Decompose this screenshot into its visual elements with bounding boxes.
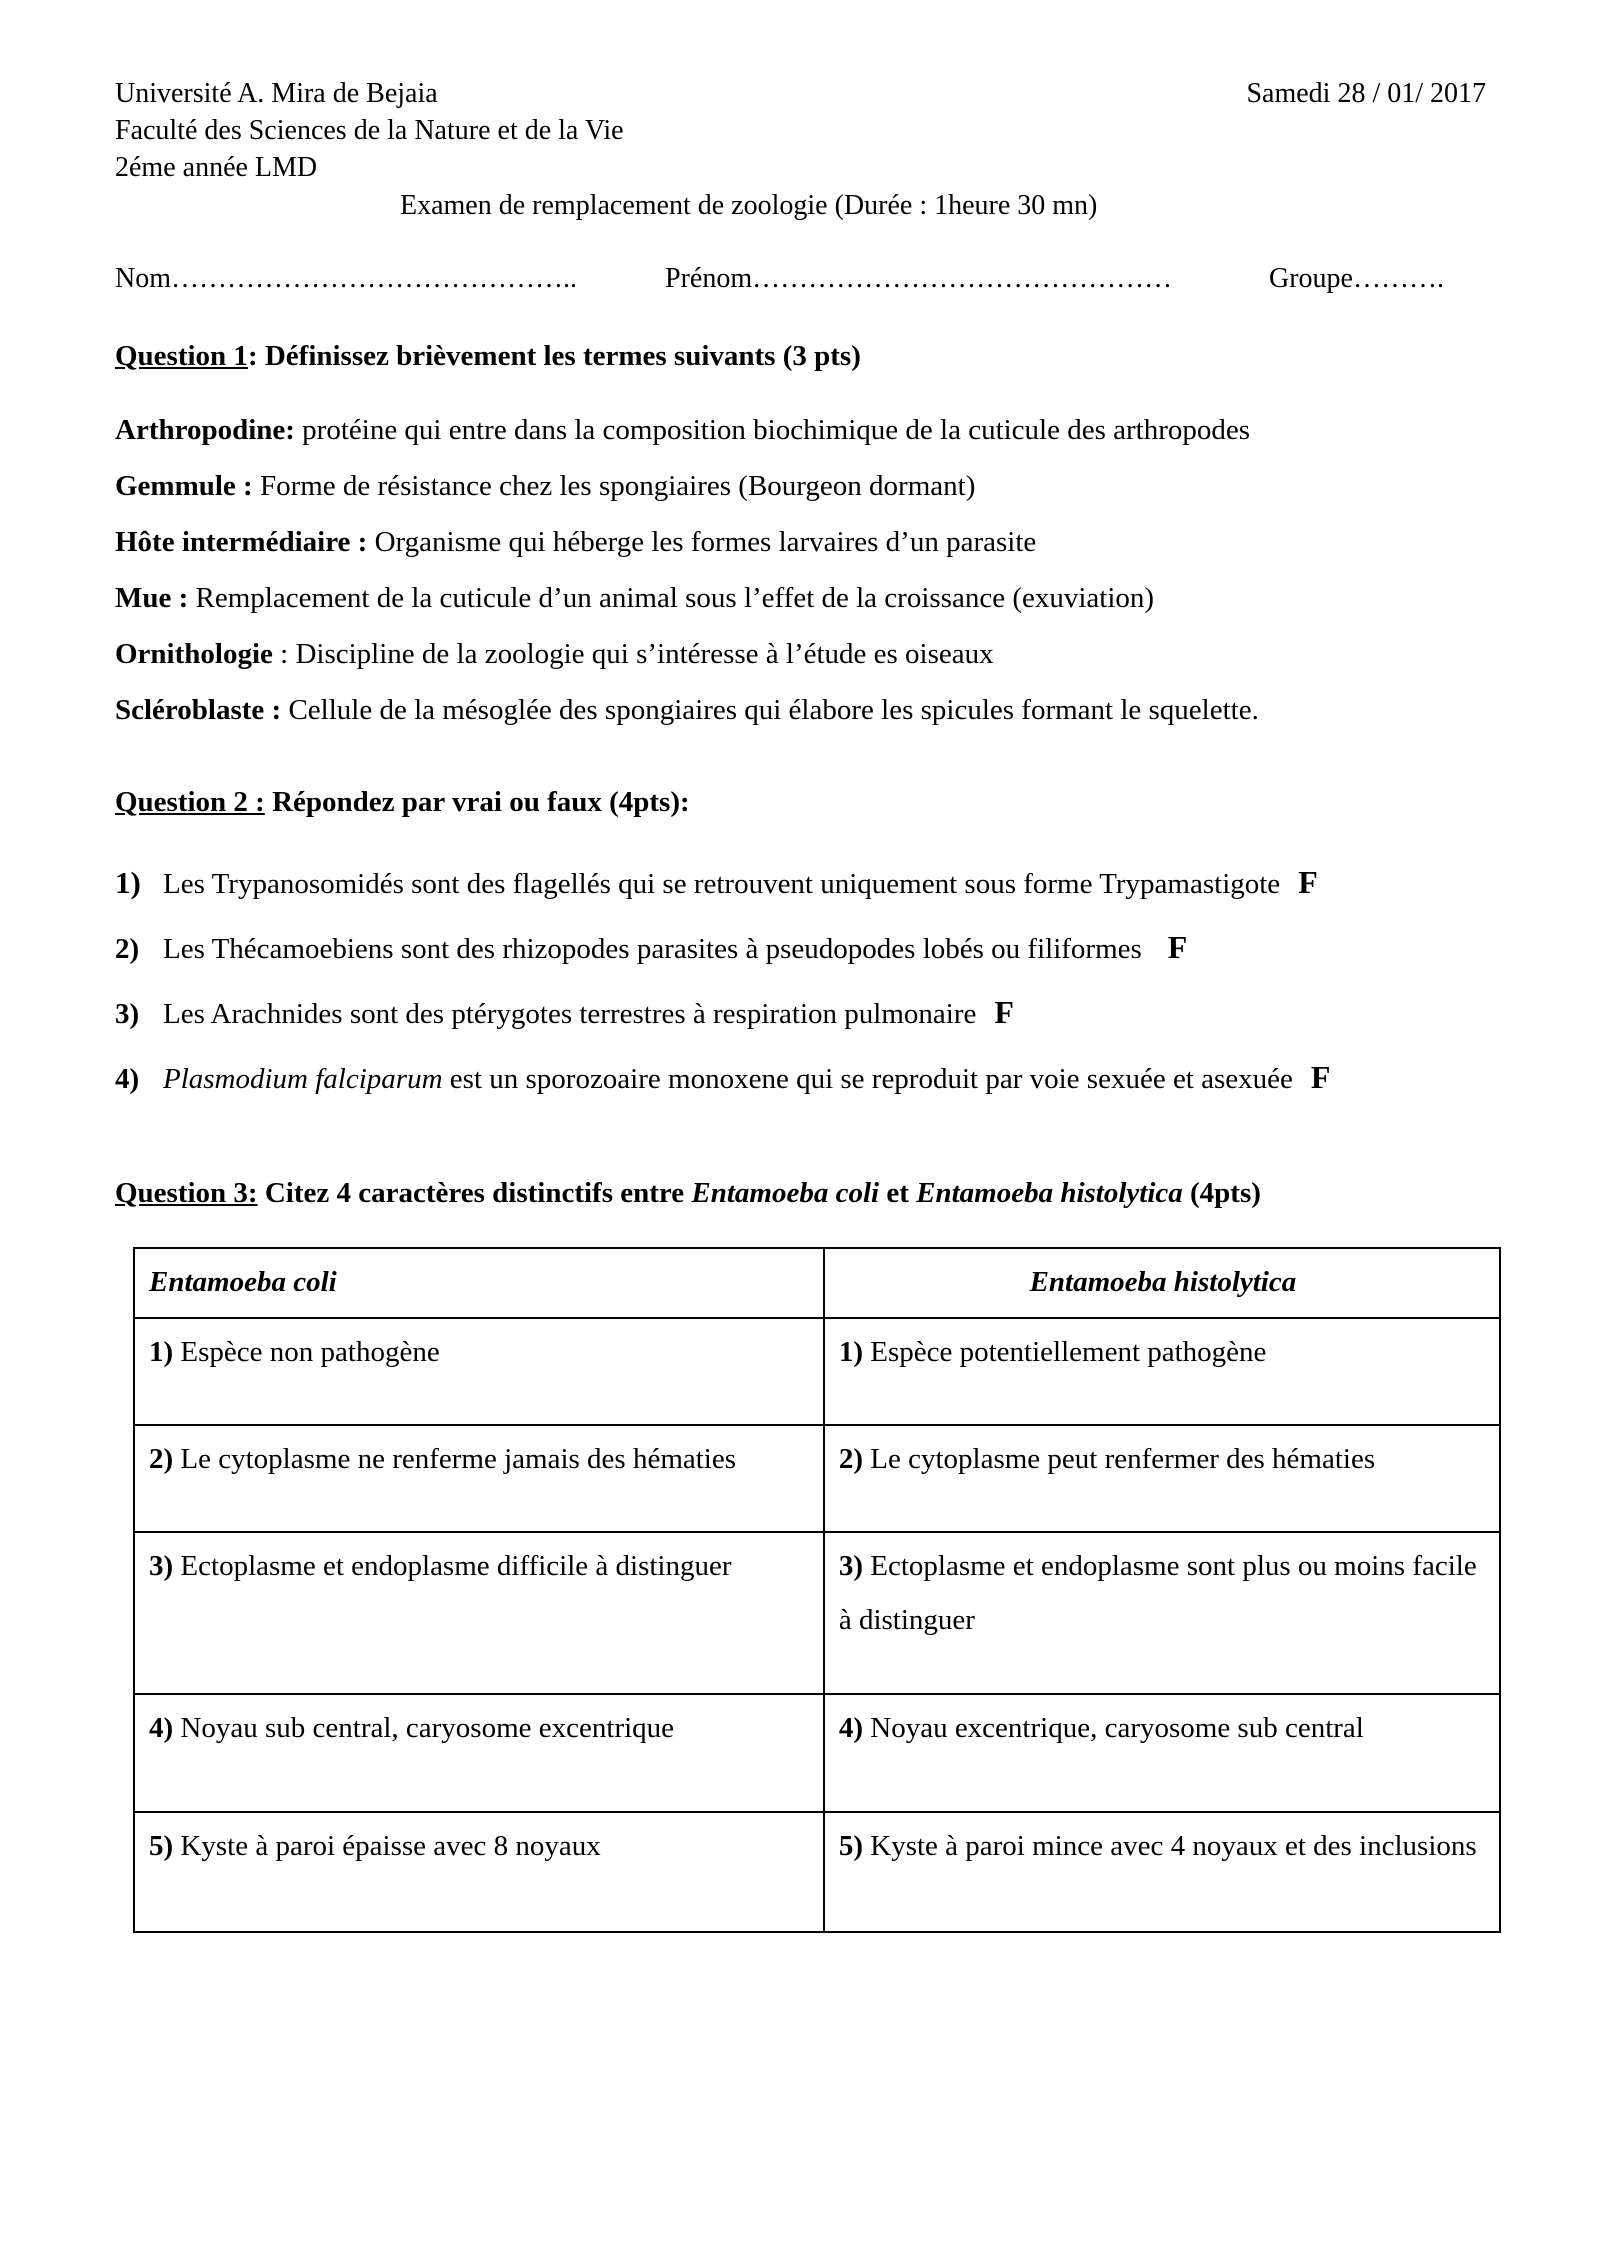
table-row [134, 1812, 1500, 1932]
row-number: 1) [149, 1336, 174, 1368]
university-name: Université A. Mira de Bejaia [115, 78, 438, 109]
table-cell [134, 1318, 824, 1425]
definition-row [115, 582, 1154, 615]
item-statement: est un sporozoaire monoxene qui se reproduit par voie sexuée et asexuée [442, 1063, 1293, 1095]
table-cell [824, 1318, 1500, 1425]
prenom-field: Prénom……………………………………… [665, 263, 1173, 294]
definition-text: : Discipline de la zoologie qui s’intéresse à l’étude es oiseaux [272, 638, 994, 670]
cell-text: Le cytoplasme peut renfermer des hématies [863, 1443, 1376, 1475]
cell-text: Kyste à paroi épaisse avec 8 noyaux [173, 1830, 601, 1862]
item-statement: Les Thécamoebiens sont des rhizopodes parasites à pseudopodes lobés ou filiformes [163, 933, 1142, 965]
species-b-name: Entamoeba histolytica [916, 1177, 1183, 1209]
definition-term: Gemmule : [115, 470, 253, 502]
faculty-name: Faculté des Sciences de la Nature et de la Vie [115, 115, 624, 146]
definition-row [115, 638, 994, 671]
table-cell [824, 1425, 1500, 1532]
question1-label: Question 1 [115, 340, 248, 372]
definition-term: Scléroblaste : [115, 694, 282, 726]
row-number: 4) [149, 1712, 174, 1744]
definition-row [115, 470, 975, 503]
true-false-item [115, 929, 1187, 966]
cell-text: Noyau excentrique, caryosome sub central [863, 1712, 1364, 1744]
question3-label: Question 3: [115, 1177, 258, 1209]
row-number: 5) [838, 1830, 863, 1862]
table-cell [824, 1532, 1500, 1694]
definition-row [115, 414, 1250, 447]
row-number: 4) [838, 1712, 863, 1744]
item-answer: F [1167, 929, 1188, 965]
question1-instruction: : Définissez brièvement les termes suivants (3 pts) [247, 340, 861, 372]
table-header-row [134, 1248, 1500, 1318]
item-number: 2) [115, 933, 140, 965]
item-statement: Les Trypanosomidés sont des flagellés qui se retrouvent uniquement sous forme Trypamastigote [163, 868, 1281, 900]
row-number: 5) [149, 1830, 174, 1862]
item-number: 1) [115, 865, 141, 900]
question2-title [115, 786, 690, 819]
question3-title [115, 1177, 1261, 1210]
item-number: 3) [115, 998, 140, 1030]
true-false-item [115, 994, 1014, 1031]
question1-title [115, 340, 861, 373]
item-answer: F [994, 994, 1014, 1030]
exam-date: Samedi 28 / 01/ 2017 [1246, 78, 1486, 109]
cell-text: Le cytoplasme ne renferme jamais des hématies [173, 1443, 737, 1475]
item-statement: Les Arachnides sont des ptérygotes terrestres à respiration pulmonaire [163, 998, 977, 1030]
definition-row [115, 694, 1259, 727]
true-false-item [115, 864, 1318, 901]
species-a-name: Entamoeba coli [691, 1177, 880, 1209]
cell-text: Espèce non pathogène [173, 1336, 440, 1368]
table-row [134, 1694, 1500, 1812]
exam-title: Examen de remplacement de zoologie (Durée : 1heure 30 mn) [400, 190, 1098, 221]
question3-instruction-a: Citez 4 caractères distinctifs entre [257, 1177, 692, 1209]
row-number: 2) [838, 1443, 863, 1475]
cell-text: Ectoplasme et endoplasme sont plus ou moins facile à distinguer [838, 1550, 1477, 1636]
row-number: 3) [149, 1550, 174, 1582]
item-number: 4) [115, 1063, 140, 1095]
row-number: 2) [149, 1443, 174, 1475]
row-number: 3) [838, 1550, 863, 1582]
definition-text: Forme de résistance chez les spongiaires (Bourgeon dormant) [252, 470, 976, 502]
year-level: 2éme année LMD [115, 152, 318, 183]
table-cell [134, 1694, 824, 1812]
item-species: Plasmodium falciparum [163, 1063, 443, 1095]
definition-term: Mue : [115, 582, 189, 614]
table-cell [824, 1812, 1500, 1932]
cell-text: Noyau sub central, caryosome excentrique [173, 1712, 675, 1744]
cell-text: Espèce potentiellement pathogène [863, 1336, 1267, 1368]
question3-points: (4pts) [1182, 1177, 1261, 1209]
row-number: 1) [838, 1336, 863, 1368]
table-row [134, 1425, 1500, 1532]
table-cell [824, 1694, 1500, 1812]
definition-term: Hôte intermédiaire : [115, 526, 368, 558]
table-cell [134, 1812, 824, 1932]
question3-instruction-b: et [879, 1177, 917, 1209]
column-header-histolytica: Entamoeba histolytica [824, 1248, 1500, 1318]
column-header-coli: Entamoeba coli [134, 1248, 824, 1318]
definition-row [115, 526, 1036, 559]
definition-term: Ornithologie [115, 638, 273, 670]
cell-text: Kyste à paroi mince avec 4 noyaux et des inclusions [863, 1830, 1477, 1862]
definition-text: Remplacement de la cuticule d’un animal sous l’effet de la croissance (exuviation) [188, 582, 1155, 614]
definition-text: Cellule de la mésoglée des spongiaires qui élabore les spicules formant le squelette. [281, 694, 1259, 726]
comparison-table [133, 1247, 1501, 1933]
nom-field: Nom…………………………………….. [115, 263, 577, 294]
item-answer: F [1298, 864, 1318, 900]
table-row [134, 1318, 1500, 1425]
question2-instruction: Répondez par vrai ou faux (4pts): [264, 786, 690, 818]
definition-text: Organisme qui héberge les formes larvaires d’un parasite [367, 526, 1037, 558]
definition-text: protéine qui entre dans la composition biochimique de la cuticule des arthropodes [294, 414, 1251, 446]
item-answer: F [1310, 1059, 1331, 1095]
table-cell [134, 1425, 824, 1532]
table-row [134, 1532, 1500, 1694]
groupe-field: Groupe………. [1269, 263, 1444, 294]
question2-label: Question 2 : [115, 786, 265, 818]
table-cell [134, 1532, 824, 1694]
true-false-item [115, 1059, 1330, 1096]
cell-text: Ectoplasme et endoplasme difficile à distinguer [173, 1550, 732, 1582]
definition-term: Arthropodine: [115, 414, 295, 446]
